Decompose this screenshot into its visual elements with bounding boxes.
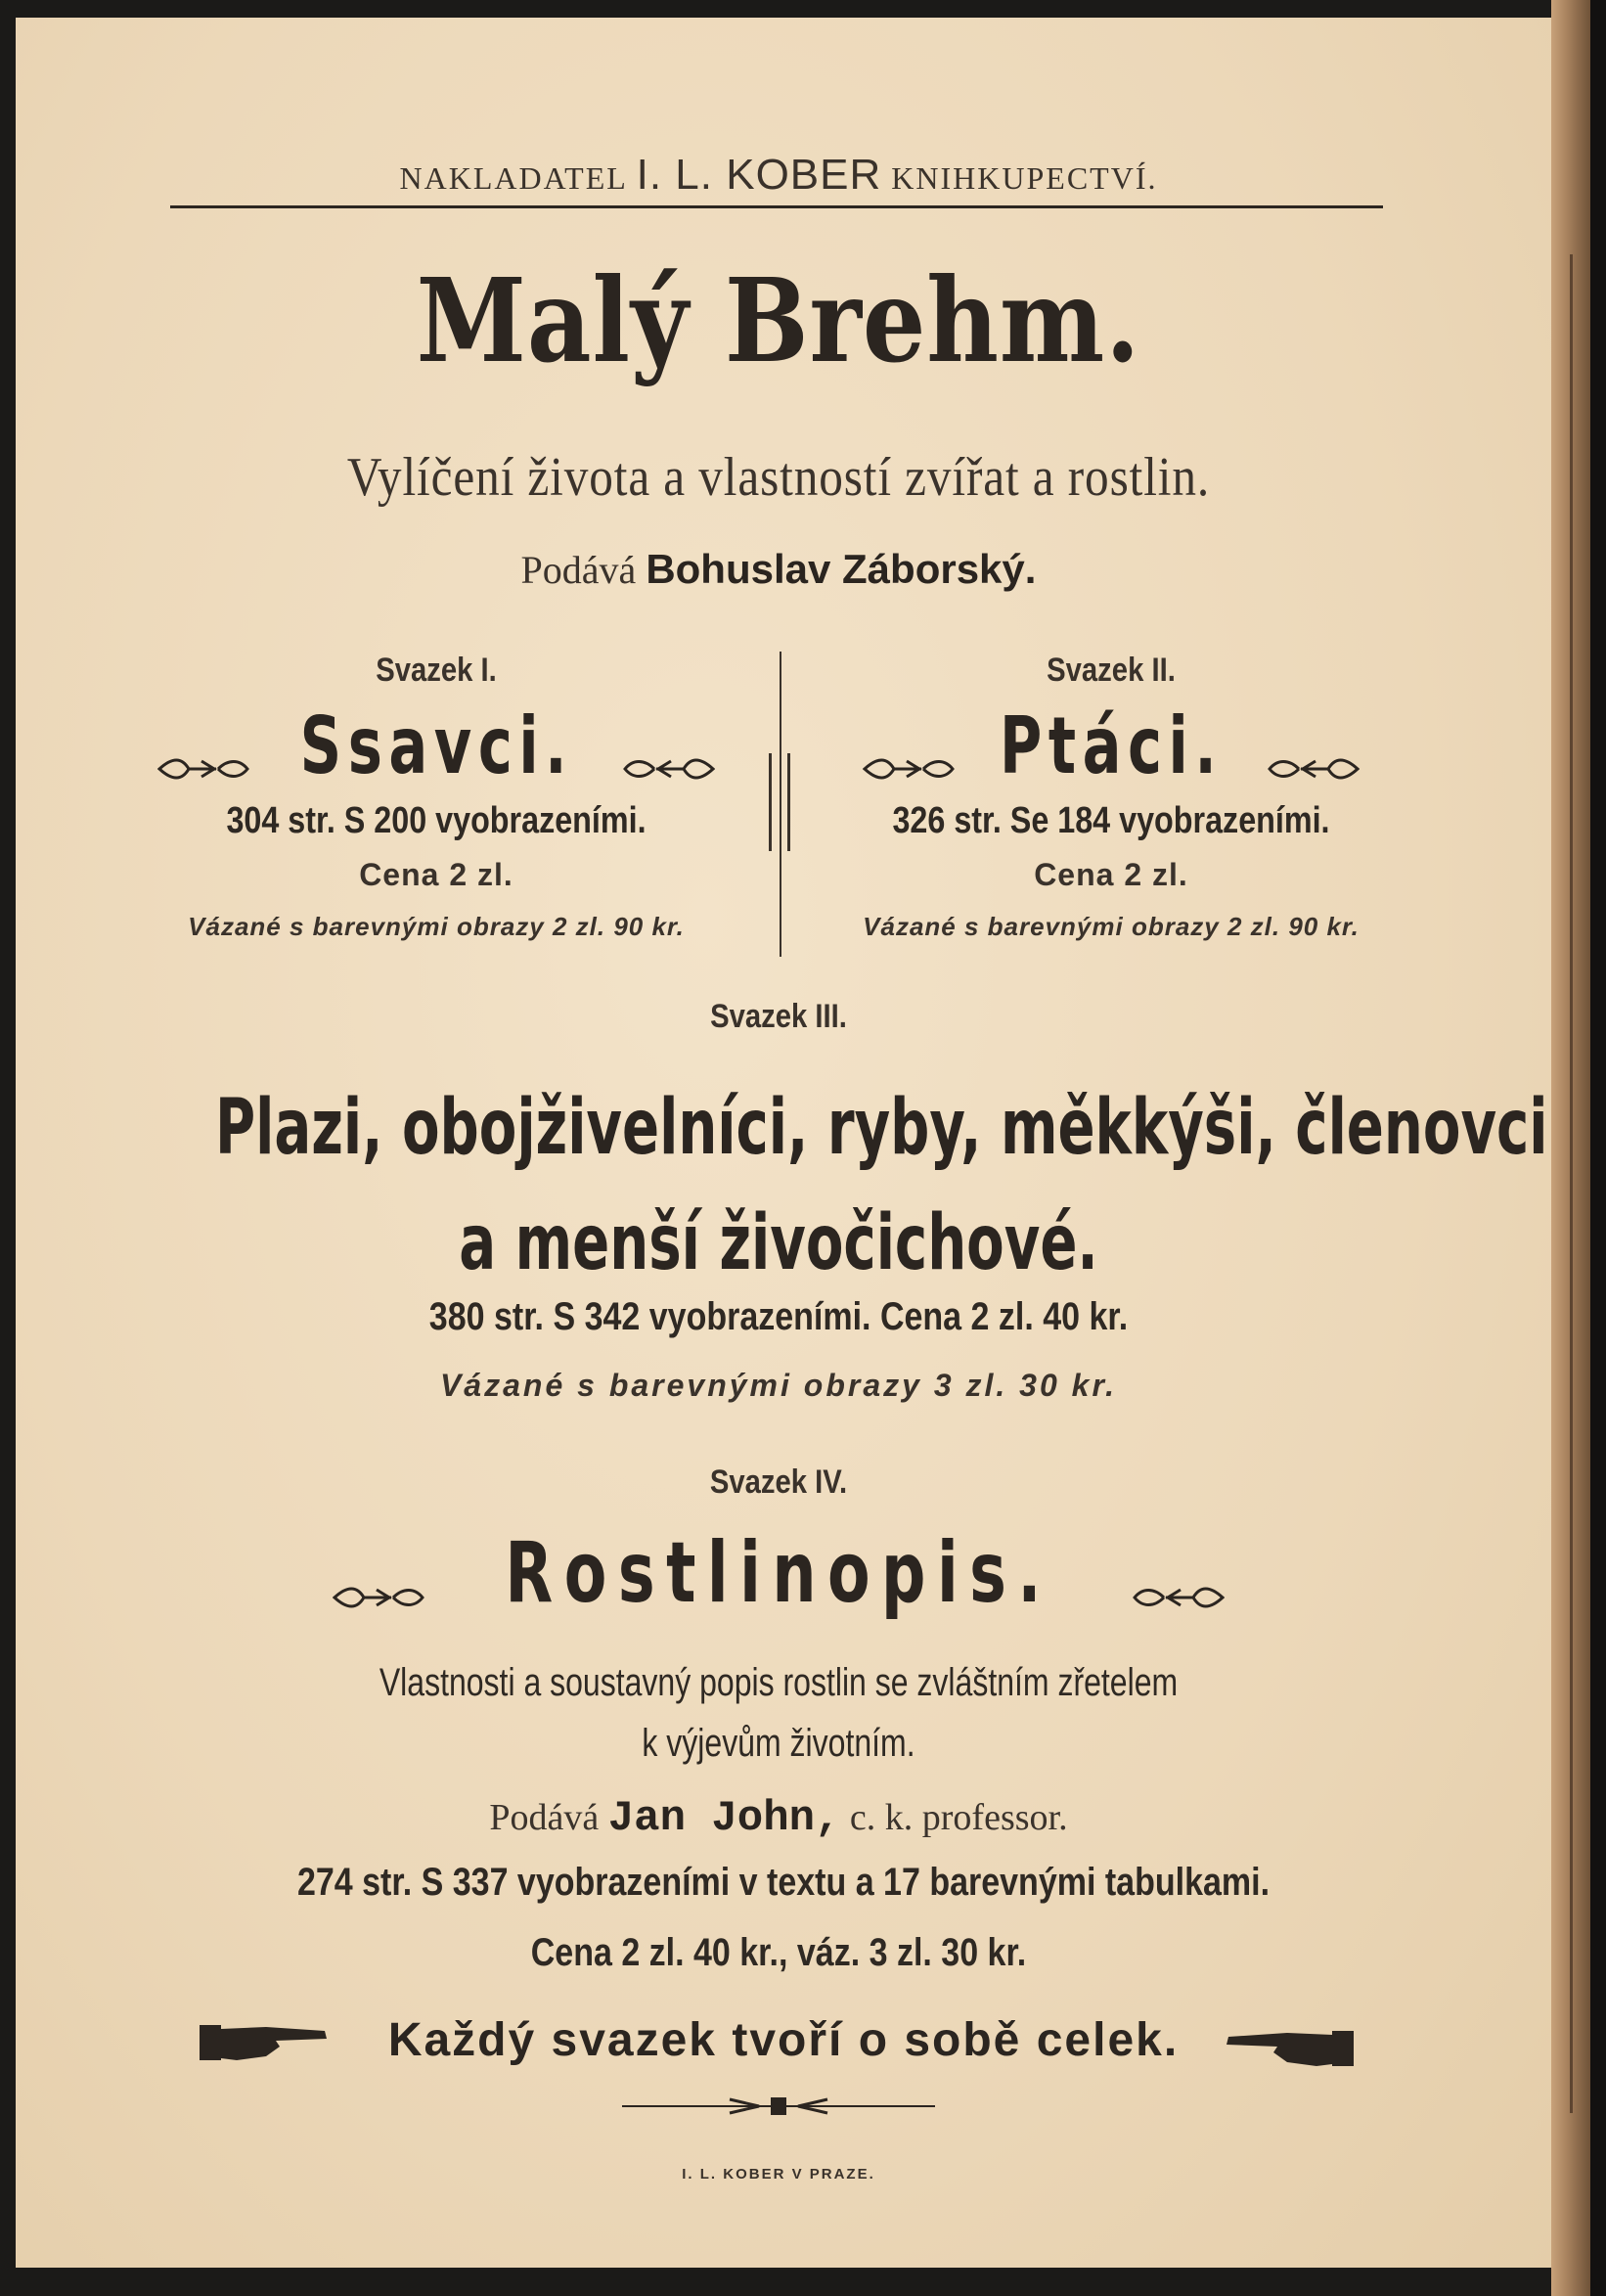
volume-4-name: Rostlinopis. [505,1524,1052,1622]
volume-3-label: Svazek III. [710,998,847,1035]
header-suffix: KNIHKUPECTVÍ. [891,160,1158,196]
byline [172,546,1385,593]
volume-4-by-suffix: c. k. professor. [849,1797,1068,1838]
volume-2-label: Svazek II. [1047,652,1176,689]
divider-ornament [769,753,790,851]
volume-1-bound-price: Vázané s barevnými obrazy 2 zl. 90 kr. [188,912,685,941]
spine-line [1570,254,1573,2113]
volume-4-byline [172,1794,1385,1843]
bottom-ornament-icon [622,2092,935,2121]
byline-author: Bohuslav Záborský. [646,546,1037,592]
volume-2-info: 326 str. Se 184 vyobrazeními. [892,800,1330,841]
page-edge [1590,0,1606,2296]
volume-4-desc-line2: k výjevům životním. [642,1722,915,1765]
volume-2-title-row [827,700,1395,798]
byline-prefix: Podává [520,548,637,592]
volume-2-name: Ptáci. [999,700,1224,791]
publisher-header [172,151,1385,200]
volume-3-info: 380 str. S 342 vyobrazeními. Cena 2 zl. 40 kr. [428,1295,1129,1338]
flourish-right-icon [1117,1578,1225,1617]
volume-1-info: 304 str. S 200 vyobrazeními. [226,800,647,841]
volume-4-desc-line1: Vlastnosti a soustavný popis rostlin se zvláštním zřetelem [379,1661,1179,1704]
volume-4-price: Cena 2 zl. 40 kr., váz. 3 zl. 30 kr. [530,1931,1027,1974]
volume-4-by-prefix: Podává [489,1797,600,1838]
flourish-left-icon [863,749,970,788]
pointing-hand-left-icon [1219,2023,1356,2072]
book-subtitle: Vylíčení života a vlastností zvířat a rostlin. [346,447,1211,508]
volume-3-bound-price: Vázané s barevnými obrazy 3 zl. 30 kr. [439,1368,1118,1403]
volume-1-title-row [153,700,720,798]
volume-2-price: Cena 2 zl. [1034,857,1188,892]
volume-4-title-row [172,1524,1385,1632]
flourish-left-icon [157,749,265,788]
publisher-name: I. L. KOBER [636,151,882,199]
volume-3-name-line2: a menší živočichové. [459,1199,1098,1287]
volume-3-name-line1: Plazi, obojživelníci, ryby, měkkýši, členovci [215,1084,1548,1172]
header-prefix: NAKLADATEL [399,160,627,196]
flourish-left-icon [333,1578,440,1617]
flourish-right-icon [607,749,715,788]
volume-1-price: Cena 2 zl. [359,857,513,892]
header-rule [170,205,1383,208]
volume-note: Každý svazek tvoří o sobě celek. [387,2014,1180,2066]
printer-imprint: I. L. KOBER V PRAZE. [682,2166,875,2183]
volume-2-bound-price: Vázané s barevnými obrazy 2 zl. 90 kr. [863,912,1360,941]
volume-4-info: 274 str. S 337 vyobrazeními v textu a 17 barevnými tabulkami. [296,1861,1271,1904]
advertisement-page [16,18,1551,2268]
volume-4-label: Svazek IV. [709,1463,848,1501]
book-title: Malý Brehm. [416,252,1141,388]
volume-4-author: Jan John, [607,1794,841,1843]
flourish-right-icon [1252,749,1360,788]
volume-1-name: Ssavci. [299,700,573,791]
volume-1-label: Svazek I. [376,652,497,689]
